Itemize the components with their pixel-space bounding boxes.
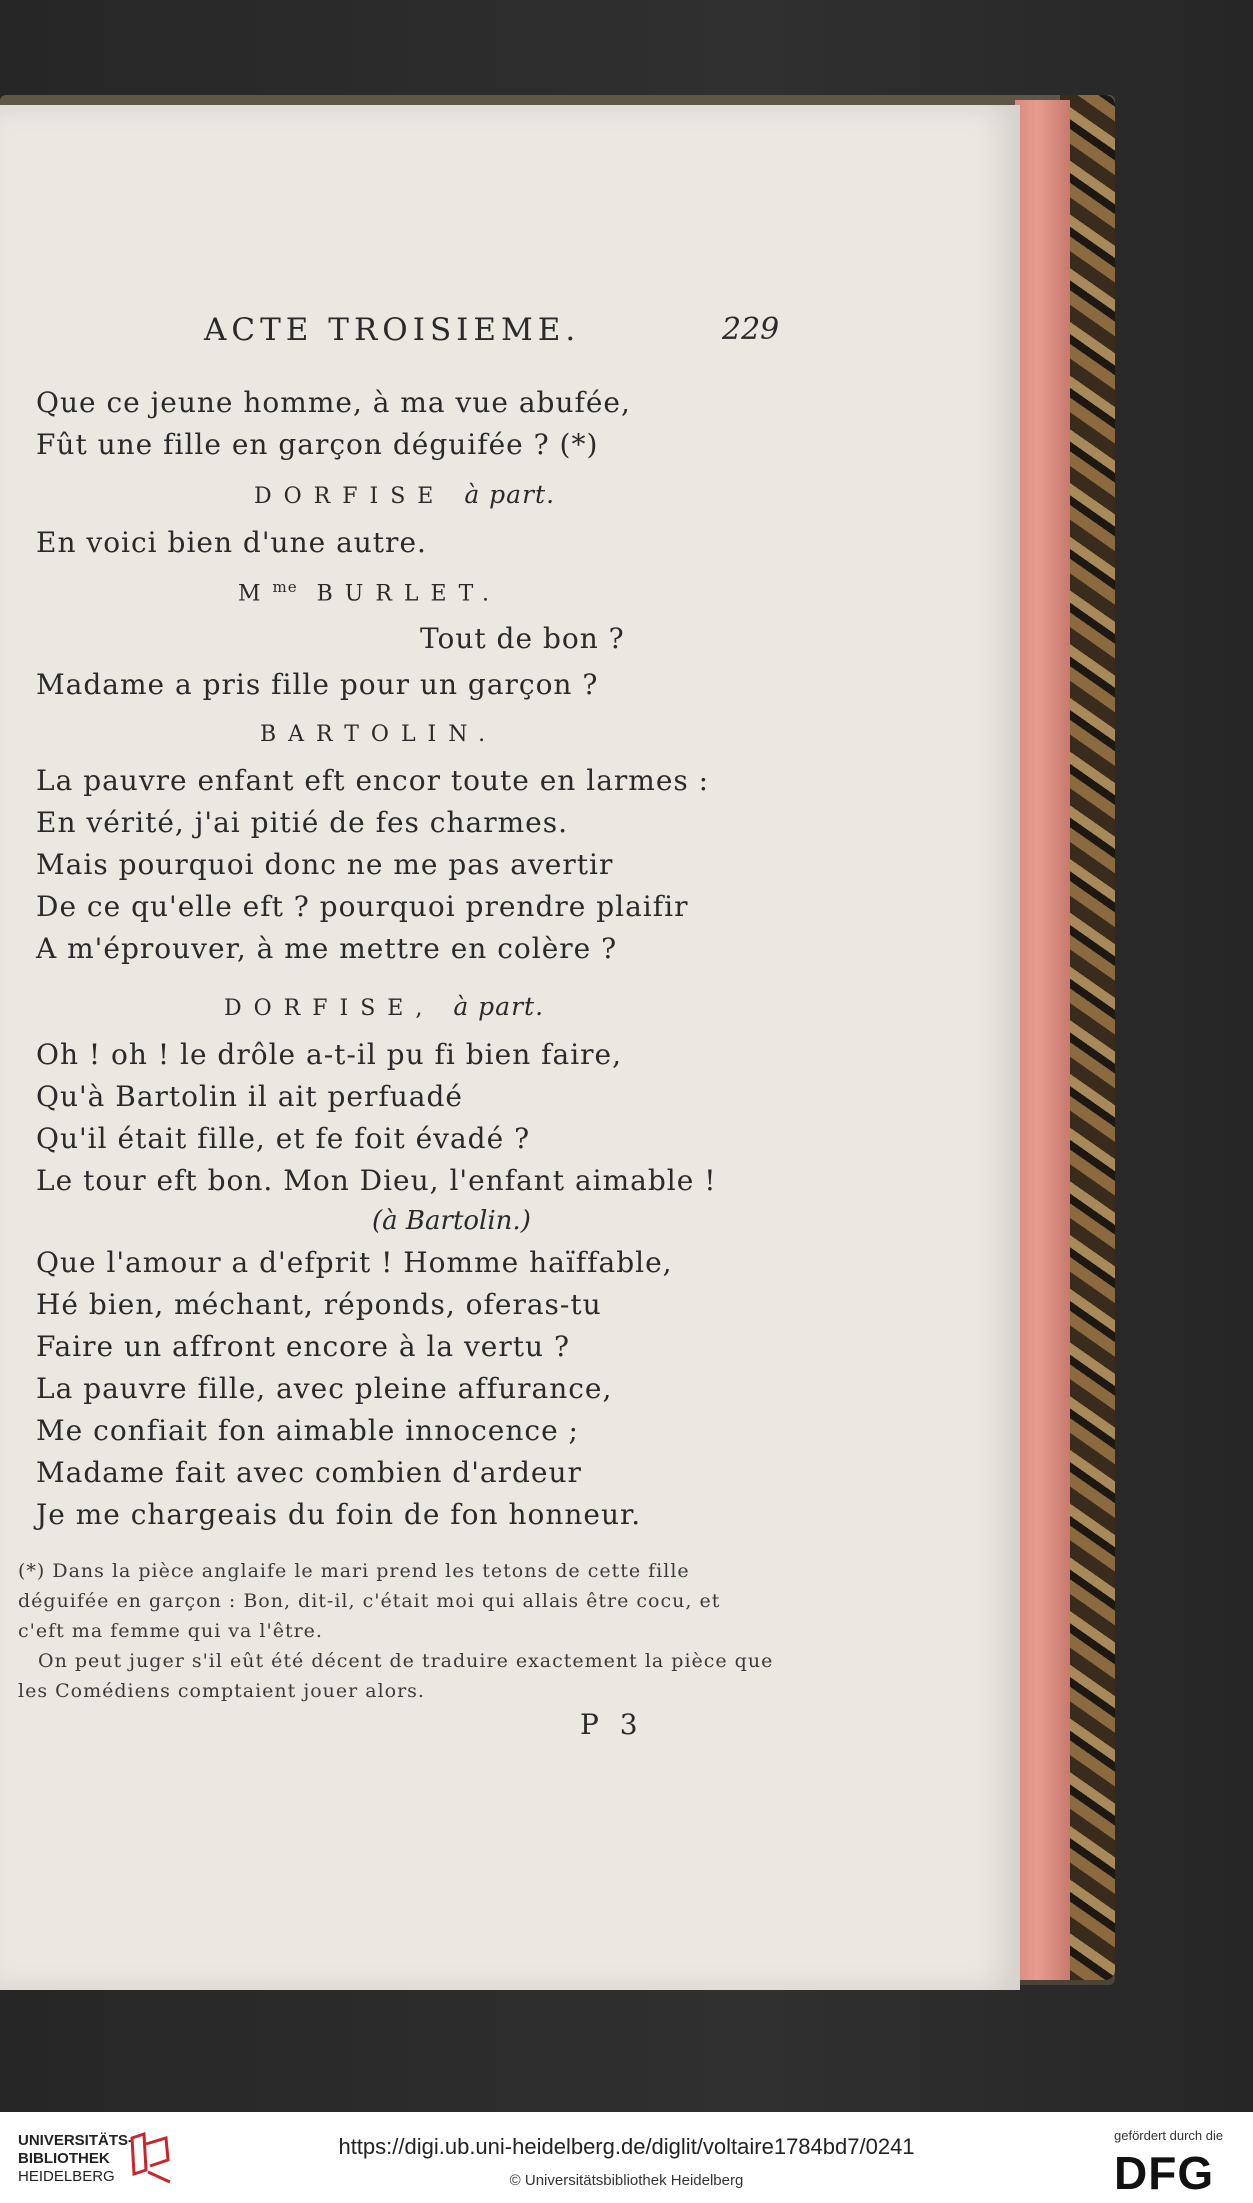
viewer-footer [0,2112,1253,2203]
verse-line: En vérité, j'ai pitié de fes charmes. [36,806,568,839]
running-title: ACTE TROISIEME. [204,312,581,348]
speaker-direction: à part. [464,480,556,509]
speaker-direction: à part. [453,992,545,1021]
speaker-dorfise [254,480,555,509]
speaker-bartolin [260,722,497,747]
footnote-line: On peut juger s'il eût été décent de traduire exactement la pièce que [38,1650,774,1672]
verse-line: Le tour eft bon. Mon Dieu, l'enfant aimable ! [36,1164,717,1197]
verse-line: Madame fait avec combien d'ardeur [36,1456,582,1489]
verse-line: Me confiait fon aimable innocence ; [36,1414,579,1447]
dfg-logo: DFG [1114,2147,1215,2199]
speaker-name: DORFISE, [224,996,435,1021]
page-number: 229 [722,312,780,347]
verse-line: A m'éprouver, à me mettre en colère ? [36,932,618,965]
copyright-text: © Universitätsbibliothek Heidelberg [509,2172,744,2189]
verse-line: La pauvre enfant eft encor toute en larmes : [36,764,710,797]
verse-line: La pauvre fille, avec pleine affurance, [36,1372,613,1405]
footnote-line: (*) Dans la pièce anglaife le mari prend les tetons de cette fille [18,1560,690,1582]
speaker-name: BARTOLIN. [260,722,498,747]
funded-by-text: gefördert durch die [1114,2128,1224,2143]
verse-line: En voici bien d'une autre. [36,526,427,559]
speaker-name: BURLET. [316,581,502,607]
verse-line: Que l'amour a d'efprit ! Homme haïffable, [36,1246,673,1279]
page-url-link[interactable]: https://digi.ub.uni-heidelberg.de/diglit/voltaire1784bd7/0241 [338,2134,915,2159]
verse-line: Faire un affront encore à la vertu ? [36,1330,570,1363]
verse-line: Que ce jeune homme, à ma vue abufée, [36,386,631,419]
stage-direction: (à Bartolin.) [372,1206,531,1236]
verse-line: Je me chargeais du foin de fon honneur. [36,1498,642,1531]
speaker-prefix: M [238,581,273,607]
verse-line: Hé bien, méchant, réponds, oferas-tu [36,1288,602,1321]
verse-line: Qu'à Bartolin il ait perfuadé [36,1080,463,1113]
page-fore-edge [1015,100,1070,1980]
library-name-line: HEIDELBERG [18,2168,115,2185]
verse-line: Qu'il était fille, et fe foit évadé ? [36,1122,531,1155]
footnote-line: déguifée en garçon : Bon, dit-il, c'était moi qui allais être cocu, et [18,1590,721,1612]
speaker-burlet [238,578,501,606]
footnote-line: les Comédiens comptaient jouer alors. [18,1680,425,1702]
speaker-name: DORFISE [254,484,446,509]
verse-line: Fût une fille en garçon déguifée ? (*) [36,428,599,461]
signature-mark: P 3 [580,1708,644,1741]
footnote-line: c'eft ma femme qui va l'être. [18,1620,323,1642]
verse-line: Oh ! oh ! le drôle a-t-il pu fi bien faire, [36,1038,623,1071]
speaker-prefix-sup: me [272,578,298,596]
speaker-dorfise-2 [224,992,544,1021]
library-name-line: BIBLIOTHEK [18,2150,110,2167]
verse-line: Mais pourquoi donc ne me pas avertir [36,848,614,881]
verse-line: De ce qu'elle eft ? pourquoi prendre plaifir [36,890,689,923]
verse-line: Tout de bon ? [420,622,625,655]
library-name-line: UNIVERSITÄTS- [18,2132,134,2149]
verse-line: Madame a pris fille pour un garçon ? [36,668,599,701]
